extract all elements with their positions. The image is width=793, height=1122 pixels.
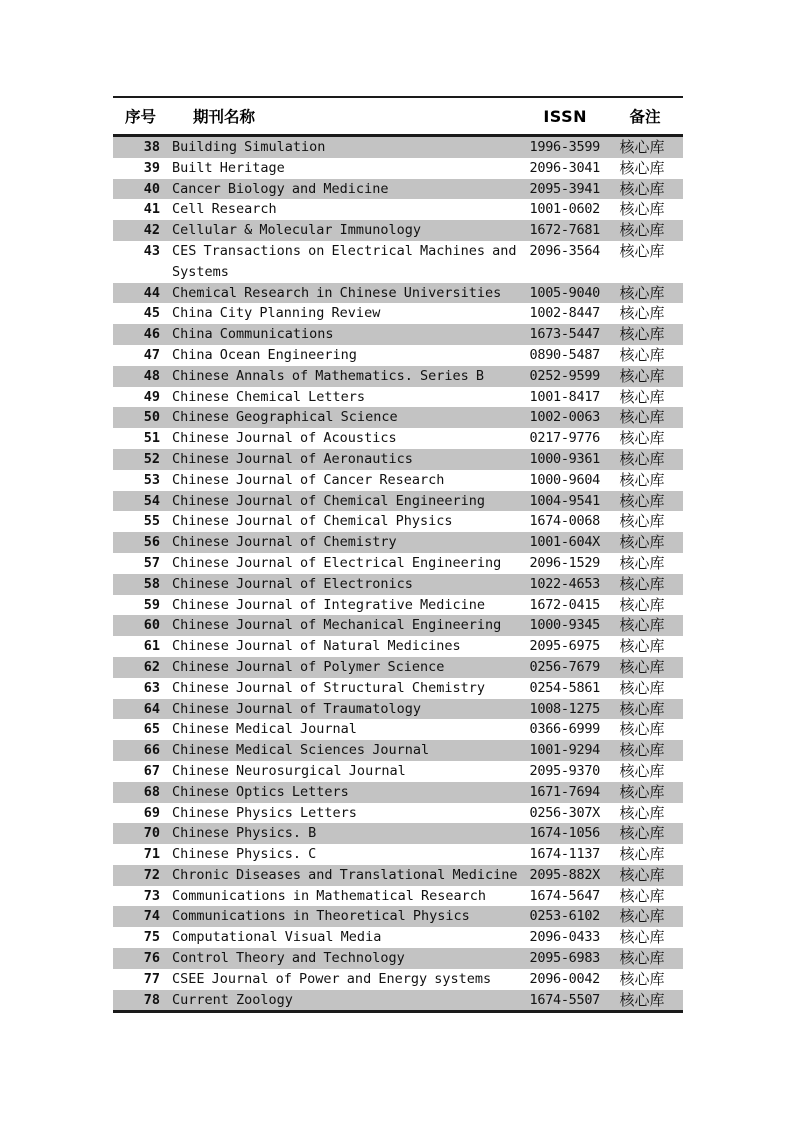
row-issn: 1674-5507 (529, 991, 600, 1008)
row-issn: 2096-0042 (529, 970, 600, 987)
row-title: Chinese Physics. C (172, 846, 317, 863)
row-title: Control Theory and Technology (172, 950, 405, 967)
row-num: 66 (143, 742, 160, 759)
row-num: 49 (143, 388, 160, 405)
row-num: 70 (143, 825, 160, 842)
row-title: Cellular & Molecular Immunology (172, 222, 421, 239)
row-remark: 核心库 (619, 782, 665, 801)
row-title: Chinese Optics Letters (172, 783, 349, 800)
row-num: 53 (143, 471, 160, 488)
row-num: 51 (143, 430, 160, 447)
row-num: 63 (143, 679, 160, 696)
row-title: Building Simulation (172, 139, 326, 155)
row-num: 77 (143, 970, 160, 987)
row-issn: 1008-1275 (529, 700, 600, 717)
row-title: Chinese Journal of Aeronautics (172, 450, 413, 467)
row-title: Chinese Physics. B (172, 825, 317, 842)
header-remark: 备注 (629, 108, 661, 126)
table-row (113, 179, 683, 200)
row-title: CES Transactions on Electrical Machines and Systems (172, 242, 517, 280)
row-issn: 1674-5647 (529, 887, 600, 904)
row-issn: 0217-9776 (529, 430, 600, 447)
row-title: Chinese Neurosurgical Journal (172, 762, 406, 779)
row-title: Chinese Journal of Integrative Medicine (172, 596, 485, 613)
table-row (113, 719, 683, 740)
row-issn: 1002-8447 (529, 305, 600, 322)
table-row (113, 740, 683, 761)
row-title: Chinese Medical Sciences Journal (172, 742, 430, 759)
row-title: China City Planning Review (172, 305, 381, 322)
table-row (113, 657, 683, 678)
row-issn: 1000-9361 (529, 450, 600, 467)
row-num: 46 (143, 326, 160, 343)
table-body (113, 137, 683, 1013)
row-issn: 1005-9040 (529, 284, 600, 301)
table-row (113, 491, 683, 512)
row-title: Chinese Medical Journal (172, 721, 357, 738)
row-num: 76 (143, 950, 160, 967)
table-row (113, 137, 683, 158)
row-num: 54 (143, 492, 160, 509)
row-remark: 核心库 (619, 449, 665, 468)
table-row (113, 927, 683, 948)
table-row (113, 220, 683, 241)
row-issn: 1000-9345 (529, 617, 600, 634)
row-num: 59 (143, 596, 160, 613)
row-remark: 核心库 (619, 824, 665, 843)
row-remark: 核心库 (619, 990, 665, 1009)
table-row (113, 906, 683, 927)
table-row (113, 511, 683, 532)
row-num: 68 (143, 783, 160, 800)
row-num: 56 (143, 534, 160, 551)
row-remark: 核心库 (619, 158, 665, 177)
table-row (113, 324, 683, 345)
row-issn: 2095-9370 (529, 762, 600, 779)
row-title: China Ocean Engineering (172, 346, 357, 363)
row-remark: 核心库 (619, 366, 665, 385)
row-num: 71 (143, 846, 160, 863)
row-remark: 核心库 (619, 574, 665, 593)
row-title: Cell Research (172, 201, 277, 218)
row-issn: 1002-0063 (529, 409, 600, 426)
row-remark: 核心库 (619, 200, 665, 219)
row-issn: 1001-8417 (529, 388, 600, 405)
row-remark: 核心库 (619, 304, 665, 323)
row-num: 64 (143, 700, 160, 717)
row-remark: 核心库 (619, 470, 665, 489)
table-row (113, 761, 683, 782)
table-row (113, 241, 683, 283)
row-title: Communications in Mathematical Research (172, 887, 486, 904)
row-num: 50 (143, 409, 160, 426)
row-title: Chinese Physics Letters (172, 804, 357, 821)
row-remark: 核心库 (619, 928, 665, 947)
row-num: 58 (143, 575, 160, 592)
row-issn: 0252-9599 (529, 367, 600, 384)
row-remark: 核心库 (619, 637, 665, 656)
row-num: 75 (143, 929, 160, 946)
row-title: Chinese Geographical Science (172, 409, 398, 426)
row-remark: 核心库 (619, 907, 665, 926)
table-header-row (113, 98, 683, 137)
row-title: Chinese Journal of Cancer Research (172, 471, 445, 488)
row-remark: 核心库 (619, 533, 665, 552)
row-issn: 0256-7679 (529, 658, 600, 675)
table-row (113, 532, 683, 553)
row-title: Chinese Journal of Traumatology (172, 700, 421, 717)
row-issn: 2095-882X (529, 866, 600, 883)
row-title: Chinese Journal of Electronics (172, 575, 413, 592)
row-title: Chemical Research in Chinese Universities (172, 284, 502, 301)
row-title: Chinese Journal of Chemical Physics (172, 513, 453, 530)
table-row (113, 553, 683, 574)
table-row (113, 199, 683, 220)
row-title: CSEE Journal of Power and Energy systems (172, 970, 492, 987)
row-remark: 核心库 (619, 678, 665, 697)
row-issn: 2095-6975 (529, 638, 600, 655)
row-title: Current Zoology (172, 991, 293, 1008)
table-row (113, 844, 683, 865)
row-remark: 核心库 (619, 387, 665, 406)
row-num: 74 (143, 908, 160, 925)
row-issn: 1004-9541 (529, 492, 600, 509)
row-title: Chronic Diseases and Translational Medicine (172, 866, 518, 883)
row-title: Chinese Journal of Polymer Science (172, 658, 445, 675)
table-row (113, 449, 683, 470)
table-row (113, 428, 683, 449)
row-remark: 核心库 (619, 616, 665, 635)
table-row (113, 345, 683, 366)
row-title: Chinese Journal of Natural Medicines (172, 638, 461, 655)
table-row (113, 699, 683, 720)
row-remark: 核心库 (619, 138, 665, 156)
table-row (113, 948, 683, 969)
row-issn: 1001-9294 (529, 742, 600, 759)
row-title: Chinese Chemical Letters (172, 388, 366, 405)
row-issn: 2096-0433 (529, 929, 600, 946)
header-issn: ISSN (543, 106, 587, 126)
row-issn: 1674-0068 (529, 513, 600, 530)
row-title: Built Heritage (172, 159, 285, 176)
row-issn: 0366-6999 (529, 721, 600, 738)
row-remark: 核心库 (619, 241, 665, 260)
row-num: 67 (143, 762, 160, 779)
row-remark: 核心库 (619, 491, 665, 510)
row-remark: 核心库 (619, 741, 665, 760)
row-issn: 1672-0415 (529, 596, 600, 613)
row-title: Chinese Journal of Chemistry (172, 534, 397, 551)
table-row (113, 283, 683, 304)
row-remark: 核心库 (619, 553, 665, 572)
row-remark: 核心库 (619, 865, 665, 884)
row-issn: 1001-0602 (529, 201, 600, 218)
row-issn: 0256-307X (529, 804, 600, 821)
row-issn: 1022-4653 (529, 575, 600, 592)
table-row (113, 823, 683, 844)
table-row (113, 470, 683, 491)
table-row (113, 615, 683, 636)
row-remark: 核心库 (619, 720, 665, 739)
row-issn: 2095-3941 (529, 180, 600, 197)
row-remark: 核心库 (619, 429, 665, 448)
row-title: Chinese Journal of Electrical Engineering (172, 554, 502, 571)
row-num: 47 (143, 346, 160, 363)
table-row (113, 407, 683, 428)
row-num: 42 (143, 222, 160, 239)
row-issn: 1674-1137 (529, 846, 600, 863)
row-num: 40 (143, 180, 160, 197)
row-title: Chinese Annals of Mathematics. Series B (172, 367, 484, 384)
row-remark: 核心库 (619, 803, 665, 822)
row-num: 62 (143, 658, 160, 675)
row-title: Chinese Journal of Structural Chemistry (172, 679, 485, 696)
row-num: 39 (143, 159, 160, 176)
row-remark: 核心库 (619, 408, 665, 427)
table-row (113, 595, 683, 616)
row-num: 43 (143, 242, 160, 259)
row-issn: 1000-9604 (529, 471, 600, 488)
row-title: Chinese Journal of Chemical Engineering (172, 492, 485, 509)
table-row (113, 782, 683, 803)
row-remark: 核心库 (619, 699, 665, 718)
header-num: 序号 (124, 108, 156, 126)
row-num: 38 (143, 139, 160, 155)
row-issn: 0890-5487 (529, 346, 600, 363)
row-num: 78 (143, 991, 160, 1008)
row-issn: 1673-5447 (529, 326, 600, 343)
row-num: 65 (143, 721, 160, 738)
row-remark: 核心库 (619, 845, 665, 864)
row-num: 48 (143, 367, 160, 384)
row-title: Chinese Journal of Mechanical Engineering (172, 617, 502, 634)
row-num: 73 (143, 887, 160, 904)
journal-table (113, 96, 683, 1013)
table-row (113, 158, 683, 179)
row-issn: 2095-6983 (529, 950, 600, 967)
row-title: Chinese Journal of Acoustics (172, 430, 397, 447)
row-num: 45 (143, 305, 160, 322)
table-row (113, 303, 683, 324)
row-issn: 0254-5861 (529, 679, 600, 696)
row-issn: 2096-3041 (529, 159, 600, 176)
table-row (113, 865, 683, 886)
row-issn: 1674-1056 (529, 825, 600, 842)
row-title: Communications in Theoretical Physics (172, 908, 470, 925)
row-remark: 核心库 (619, 221, 665, 240)
row-issn: 1001-604X (529, 534, 600, 551)
row-issn: 2096-3564 (529, 242, 600, 259)
row-issn: 0253-6102 (529, 908, 600, 925)
row-num: 41 (143, 201, 160, 218)
table-row (113, 969, 683, 990)
row-num: 61 (143, 638, 160, 655)
row-remark: 核心库 (619, 595, 665, 614)
row-remark: 核心库 (619, 657, 665, 676)
row-remark: 核心库 (619, 761, 665, 780)
row-title: Cancer Biology and Medicine (172, 180, 389, 197)
table-row (113, 990, 683, 1011)
row-remark: 核心库 (619, 179, 665, 198)
row-issn: 1671-7694 (529, 783, 600, 800)
row-num: 72 (143, 866, 160, 883)
row-remark: 核心库 (619, 345, 665, 364)
row-remark: 核心库 (619, 512, 665, 531)
row-remark: 核心库 (619, 325, 665, 344)
row-remark: 核心库 (619, 949, 665, 968)
table-row (113, 803, 683, 824)
row-num: 69 (143, 804, 160, 821)
row-remark: 核心库 (619, 969, 665, 988)
row-num: 52 (143, 450, 160, 467)
table-row (113, 886, 683, 907)
row-num: 55 (143, 513, 160, 530)
row-issn: 1996-3599 (529, 139, 600, 155)
table-row (113, 636, 683, 657)
row-num: 57 (143, 554, 160, 571)
header-title: 期刊名称 (193, 108, 256, 126)
table-row (113, 387, 683, 408)
row-title: China Communications (172, 326, 334, 343)
row-title: Computational Visual Media (172, 929, 382, 946)
table-row (113, 366, 683, 387)
row-remark: 核心库 (619, 283, 665, 302)
row-num: 60 (143, 617, 160, 634)
row-issn: 2096-1529 (529, 554, 600, 571)
row-remark: 核心库 (619, 886, 665, 905)
table-row (113, 574, 683, 595)
table-row (113, 678, 683, 699)
row-issn: 1672-7681 (529, 222, 600, 239)
row-num: 44 (143, 284, 160, 301)
